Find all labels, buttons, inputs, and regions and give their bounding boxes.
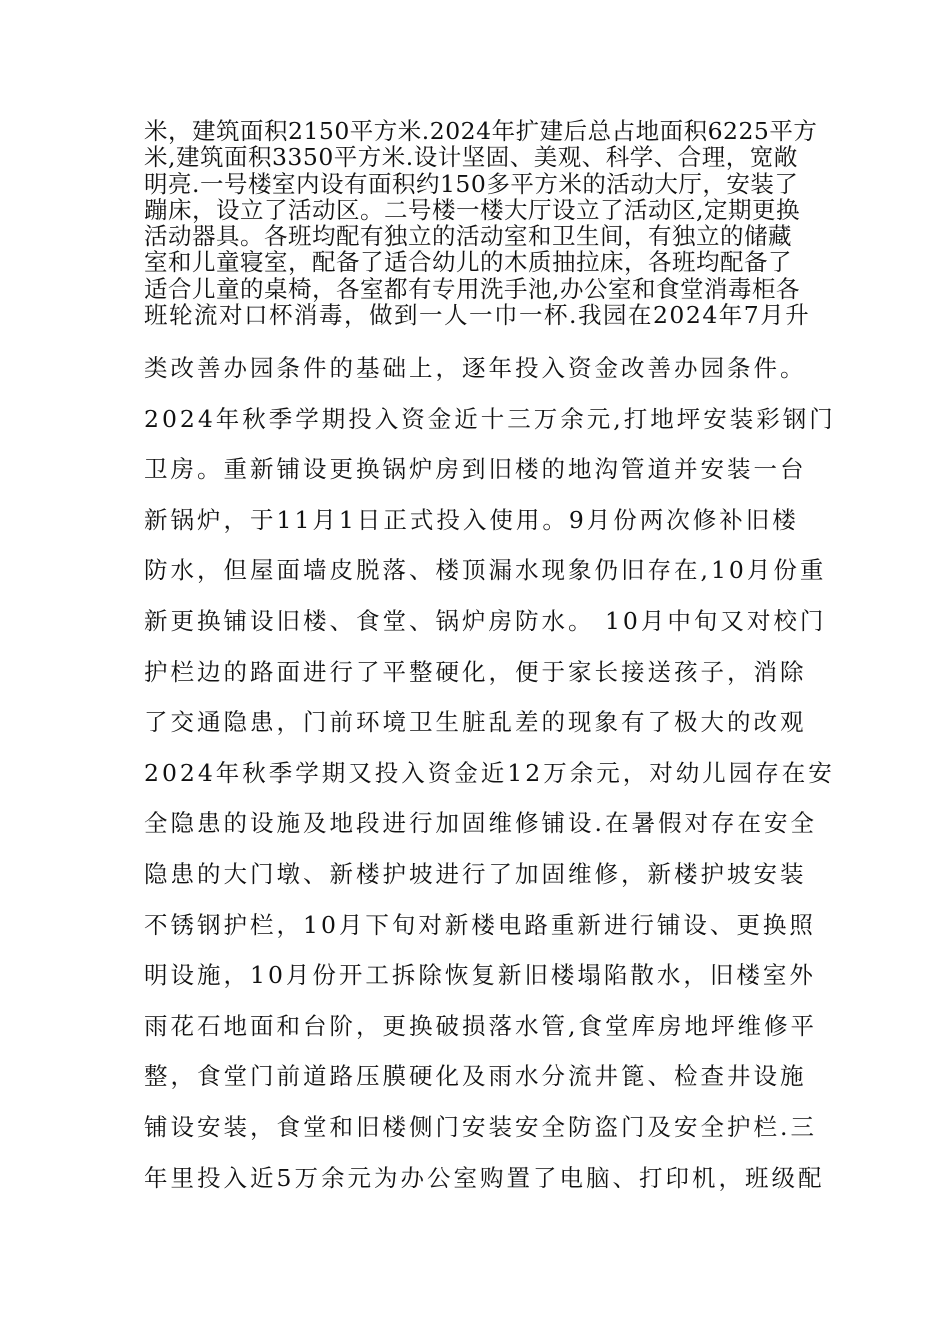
compact-paragraph: [144, 118, 834, 302]
transition-line-block: [144, 302, 834, 328]
text-line: 整，食堂门前道路压膜硬化及雨水分流井篦、检查井设施: [144, 1062, 807, 1091]
text-line: 不锈钢护栏，10月下旬对新楼电路重新进行铺设、更换照: [144, 910, 816, 939]
text-line: 防水，但屋面墙皮脱落、楼顶漏水现象仍旧存在,10月份重: [144, 556, 827, 585]
text-line: 卫房。重新铺设更换锅炉房到旧楼的地沟管道并安装一台: [144, 455, 807, 484]
text-line: 2024年秋季学期投入资金近十三万余元,打地坪安装彩钢门: [144, 404, 836, 433]
text-line: 米,建筑面积3350平方米.设计坚固、美观、科学、合理，宽敞: [144, 143, 798, 172]
text-line: 明设施，10月份开工拆除恢复新旧楼塌陷散水，旧楼室外: [144, 961, 816, 990]
text-line: 米，建筑面积2150平方米.2024年扩建后总占地面积6225平方: [144, 117, 818, 145]
text-line: 隐患的大门墩、新楼护坡进行了加固维修，新楼护坡安装: [144, 859, 807, 888]
text-line: 蹦床，设立了活动区。二号楼一楼大厅设立了活动区,定期更换: [144, 195, 800, 224]
text-line: 护栏边的路面进行了平整硬化，便于家长接送孩子，消除: [144, 657, 807, 686]
text-line: 铺设安装，食堂和旧楼侧门安装安全防盗门及安全护栏.三: [144, 1112, 817, 1141]
text-line: 班轮流对口杯消毒，做到一人一巾一杯.我园在2024年7月升: [144, 301, 811, 329]
text-line: 2024年秋季学期又投入资金近12万余元，对幼儿园存在安: [144, 758, 835, 787]
text-line: 类改善办园条件的基础上，逐年投入资金改善办园条件。: [144, 354, 807, 382]
text-line: 明亮.一号楼室内设有面积约150多平方米的活动大厅，安装了: [144, 169, 799, 198]
text-line: 全隐患的设施及地段进行加固维修铺设.在暑假对存在安全: [144, 809, 817, 838]
text-line: 适合儿童的桌椅，各室都有专用洗手池,办公室和食堂消毒柜各: [144, 274, 800, 303]
text-line: 年里投入近5万余元为办公室购置了电脑、打印机，班级配: [144, 1163, 825, 1192]
text-line: 新锅炉，于11月1日正式投入使用。9月份两次修补旧楼: [144, 505, 799, 534]
text-line: 雨花石地面和台阶，更换破损落水管,食堂库房地坪维修平: [144, 1011, 817, 1040]
text-line: 室和儿童寝室，配备了适合幼儿的木质抽拉床，各班均配备了: [144, 248, 792, 277]
text-line: 了交通隐患，门前环境卫生脏乱差的现象有了极大的改观: [144, 708, 807, 737]
text-line: 活动器具。各班均配有独立的活动室和卫生间，有独立的储藏: [144, 222, 792, 251]
text-line: 新更换铺设旧楼、食堂、锅炉房防水。 10月中旬又对校门: [144, 606, 827, 635]
spaced-paragraph: [144, 343, 834, 1203]
